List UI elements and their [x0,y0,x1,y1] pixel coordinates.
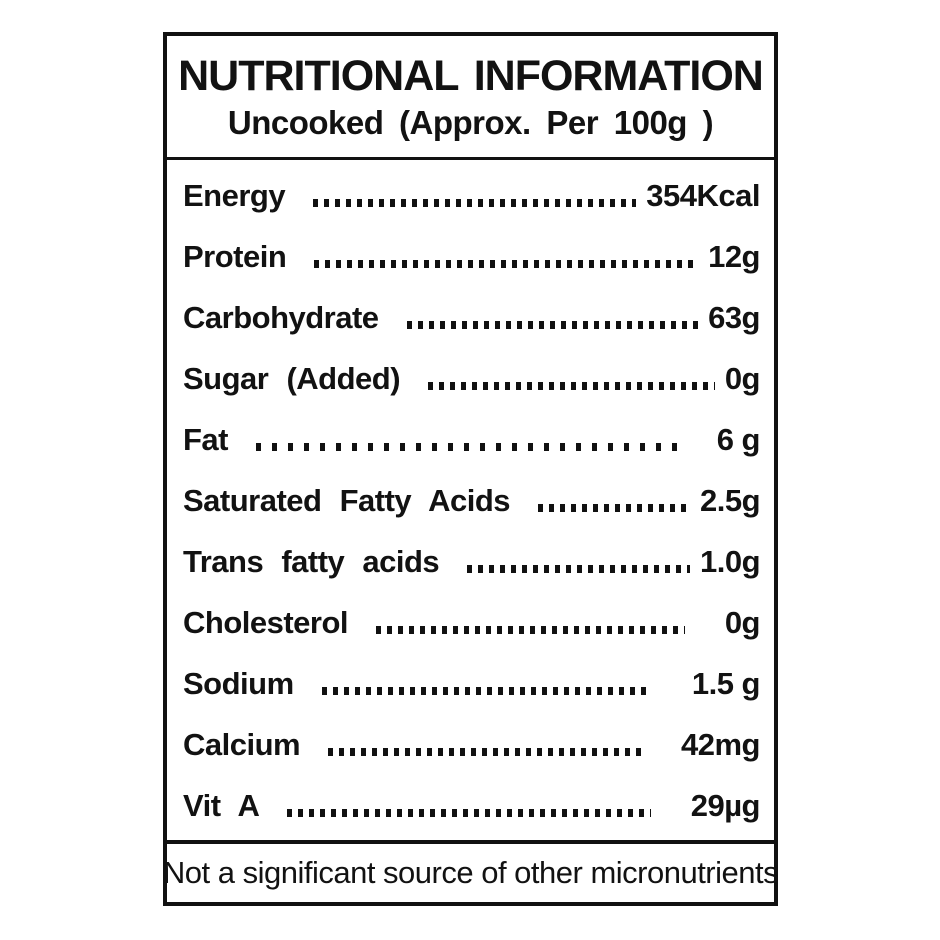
panel-header [167,36,774,160]
nutrient-row-carbohydrate [183,288,760,349]
nutrient-value: 42mg [681,726,760,762]
dot-leader [376,626,685,634]
footer-note: Not a significant source of other micronutrients [167,840,774,902]
nutrient-name: Sodium [183,665,294,701]
nutrient-row-calcium [183,714,760,775]
panel-title: NUTRITIONAL INFORMATION [178,52,763,100]
dot-leader [328,748,641,756]
nutrient-name: Cholesterol [183,604,349,640]
nutrition-facts-panel [163,32,778,906]
nutrient-row-vit-a [183,775,760,836]
dot-leader [428,382,715,390]
dot-leader [467,565,690,573]
nutrient-row-sugar-added [183,349,760,410]
dot-leader [407,321,699,329]
nutrient-row-trans-fatty-acids [183,531,760,592]
dot-leader [314,260,698,268]
nutrient-name: Trans fatty acids [183,543,440,579]
nutrient-name: Sugar (Added) [183,361,401,397]
nutrient-name: Vit A [183,787,260,823]
nutrient-name: Fat [183,422,228,458]
nutrient-row-energy [183,166,760,227]
nutrient-value: 354Kcal [646,178,760,214]
nutrient-value: 6 g [716,422,760,458]
nutrient-table [167,160,774,840]
nutrient-row-sodium [183,653,760,714]
dot-leader [256,443,677,451]
nutrient-value: 12g [708,239,760,275]
dot-leader [313,199,636,207]
nutrient-value: 2.5g [699,483,760,519]
nutrient-value: 63g [708,300,760,336]
nutrient-value: 0g [724,604,760,640]
panel-subtitle: Uncooked (Approx. Per 100g ) [227,104,714,142]
nutrient-name: Energy [183,178,286,214]
nutrient-row-saturated-fatty-acids [183,471,760,532]
nutrient-name: Carbohydrate [183,300,379,336]
nutrient-value: 1.5 g [691,665,760,701]
nutrient-row-fat [183,410,760,471]
nutrient-name: Saturated Fatty Acids [183,483,511,519]
nutrient-value: 0g [724,361,760,397]
nutrient-name: Calcium [183,726,301,762]
nutrient-value: 1.0g [699,543,760,579]
dot-leader [538,504,690,512]
nutrient-name: Protein [183,239,287,275]
dot-leader [322,687,652,695]
nutrient-row-cholesterol [183,592,760,653]
nutrient-value: 29µg [690,787,760,823]
nutrient-row-protein [183,227,760,288]
dot-leader [287,809,650,817]
